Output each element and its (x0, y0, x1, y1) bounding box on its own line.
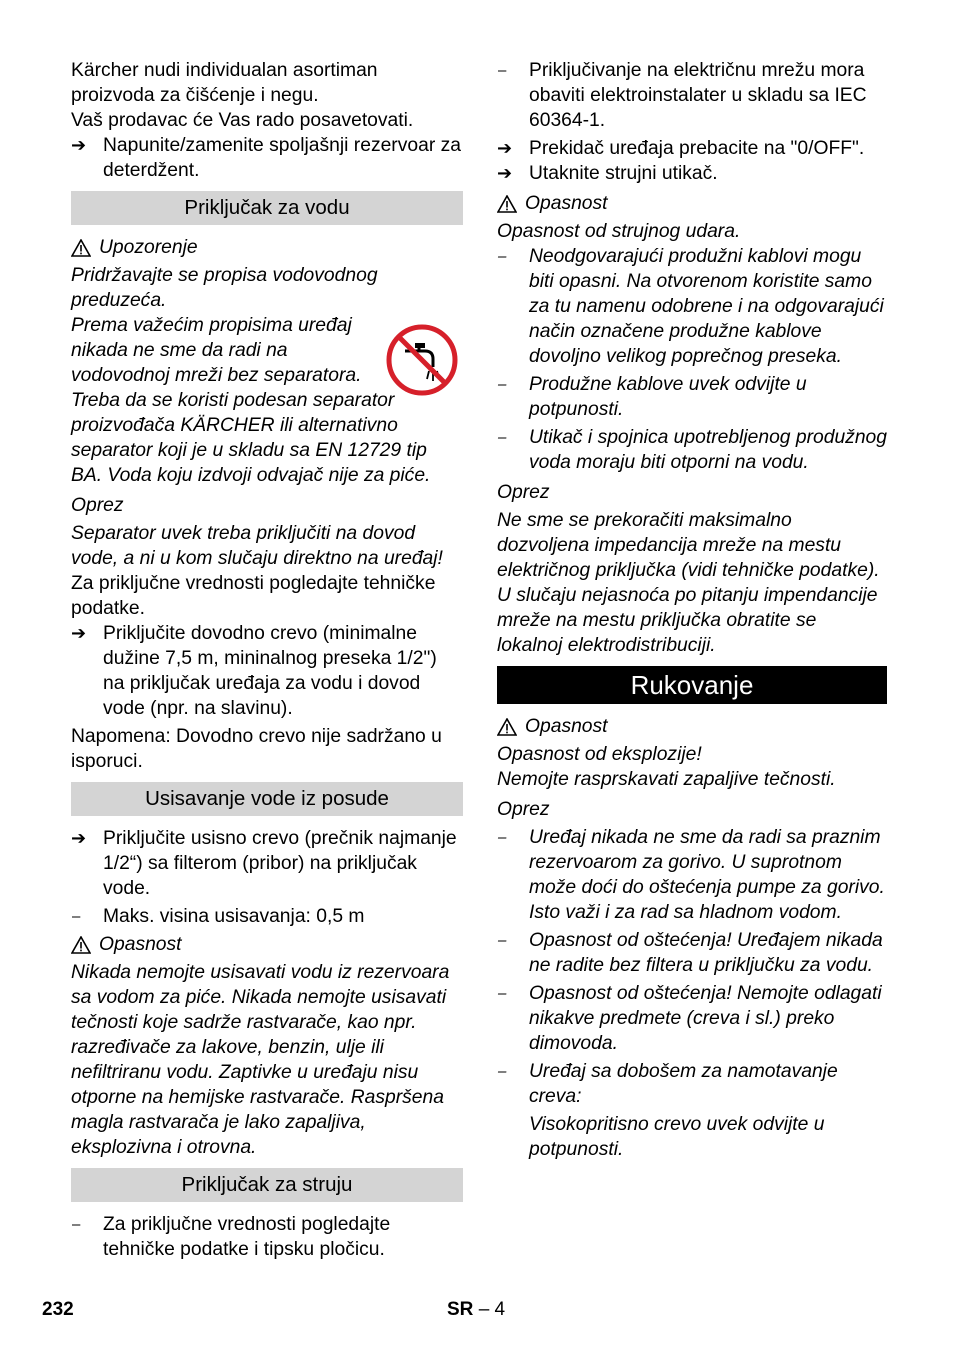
water-step-text: Priključite dovodno crevo (minimalne dužine 7,5 m, mininalnog preseka 1/2") na priključak uređaja za vodu i dovod vode (npr. na slavinu). (103, 623, 437, 719)
dash-mark: – (498, 248, 507, 265)
install-note-text: Priključivanje na električnu mrežu mora obaviti elektroinstalater u skladu sa IEC 60364-1. (529, 60, 867, 131)
danger-line-1: Opasnost od eksplozije! (497, 744, 702, 765)
danger-item-3 (497, 425, 887, 475)
caution-label: Oprez (497, 482, 550, 503)
warning-triangle-icon (497, 718, 517, 736)
warning-triangle-icon (497, 195, 517, 213)
suction-height (71, 904, 463, 929)
caution-item-text: Uređaj nikada ne sme da radi sa praznim rezervoarom za gorivo. U suprotnom može doći do oštećenja pumpe za gorivo. Isto važi i za rad sa hladnom vodom. (529, 827, 885, 923)
page-suffix: – 4 (478, 1299, 506, 1320)
section-title-water: Priključak za vodu (71, 191, 463, 225)
warning-text-1: Pridržavajte se propisa vodovodnog preduzeća. (71, 265, 378, 311)
caution-item-3 (497, 981, 887, 1056)
plug-step (497, 161, 887, 186)
suction-step-text: Priključite usisno crevo (prečnik najmanje 1/2“) sa filterom (pribor) na priključak vode. (103, 828, 457, 899)
danger-text: Nikada nemojte usisavati vodu iz rezervoara sa vodom za piće. Nikada nemojte usisavati tečnosti koje sadrže rastvarače, kao npr. razređivače za lakove, benzin, ulje ili nefiltriranu vodu. Zaptivke u uređaju nisu otporne na hemijske rastvarače. Raspršena magla rastvarača je lako zapaljiva, eksplozivna i otrovna. (71, 962, 450, 1158)
danger-item-text: Produžne kablove uvek odvijte u potpunosti. (529, 374, 807, 420)
danger-item-text: Neodgovarajući produžni kablovi mogu biti opasni. Na otvorenom koristite samo za tu namenu odobrene i na odgovarajući način označene produžne kablove dovoljno velikog poprečnog preseka. (529, 246, 884, 367)
power-values (71, 1212, 463, 1262)
caution-label: Oprez (71, 495, 124, 516)
plug-step-text: Utaknite strujni utikač. (529, 163, 718, 184)
caution-text: Ne sme se prekoračiti maksimalno dozvoljena impedancija mreže na mestu električnog priključka (vidi tehničke podatke). U slučaju nejasnoća po pitanju impendancije mreže na mestu priključka obratite se lokalnoj elektrodistribuciji. (497, 510, 880, 656)
section-title-operation: Rukovanje (497, 666, 887, 704)
caution-text: Separator uvek treba priključiti na dovod vode, a ni u kom slučaju direktno na uređaj! (71, 523, 443, 569)
page-number: 232 (42, 1299, 74, 1320)
warning-triangle-icon (71, 239, 91, 257)
caution-item-text: Opasnost od oštećenja! Uređajem nikada ne radite bez filtera u priključku za vodu. (529, 930, 883, 976)
danger-item-2 (497, 372, 887, 422)
suction-step (71, 826, 463, 901)
arrow-icon: ➔ (71, 828, 87, 848)
danger-item-1 (497, 244, 887, 369)
dash-mark: – (498, 829, 507, 846)
caution-sub-text: Visokopritisno crevo uvek odvijte u potpunosti. (529, 1114, 825, 1160)
caution-label-2: Oprez (497, 799, 550, 820)
arrow-icon: ➔ (71, 623, 87, 643)
warning-triangle-icon (71, 936, 91, 954)
intro-step (71, 133, 463, 183)
language-page-marker (447, 1297, 505, 1322)
intro-text-2: Vaš prodavac će Vas rado posavetovati. (71, 110, 414, 131)
dash-mark: – (498, 932, 507, 949)
section-title-suction: Usisavanje vode iz posude (71, 782, 463, 816)
danger-label: Opasnost (525, 716, 608, 737)
dash-mark: – (498, 985, 507, 1002)
dash-mark: – (72, 908, 81, 925)
hose-note: Napomena: Dovodno crevo nije sadržano u isporuci. (71, 726, 442, 772)
warning-label: Upozorenje (99, 237, 198, 258)
danger-line-2: Nemojte rasprskavati zapaljive tečnosti. (497, 769, 836, 790)
right-column (497, 58, 887, 1162)
power-values-text: Za priključne vrednosti pogledajte tehničke podatke i tipsku pločicu. (103, 1214, 391, 1260)
arrow-icon: ➔ (497, 138, 513, 158)
danger-heading-explosion (497, 714, 887, 739)
warning-text-2a: Prema važećim propisima uređaj nikada ne sme da radi na vodovodnoj mreži bez separatora. (71, 315, 362, 386)
caution-item-2 (497, 928, 887, 978)
caution-item-1 (497, 825, 887, 925)
connection-note: Za priključne vrednosti pogledajte tehničke podatke. (71, 573, 436, 619)
switch-step-text: Prekidač uređaja prebacite na "0/OFF". (529, 138, 865, 159)
suction-height-text: Maks. visina usisavanja: 0,5 m (103, 906, 365, 927)
arrow-icon: ➔ (71, 135, 87, 155)
language-code: SR (447, 1299, 474, 1320)
dash-mark: – (498, 62, 507, 79)
dash-mark: – (498, 429, 507, 446)
caution-item-text: Uređaj sa dobošem za namotavanje creva: (529, 1061, 838, 1107)
caution-item-4 (497, 1059, 887, 1109)
danger-label: Opasnost (99, 934, 182, 955)
no-tap-water-icon (385, 323, 459, 397)
intro-step-text: Napunite/zamenite spoljašnji rezervoar za deterdžent. (103, 135, 461, 181)
warning-heading (71, 235, 463, 260)
section-title-power: Priključak za struju (71, 1168, 463, 1202)
warning-text-2b: Treba da se koristi podesan separator proizvođača KÄRCHER ili alternativno separator koji je u skladu sa EN 12729 tip BA. Voda koju izdvoji odvajač nije za piće. (71, 390, 431, 486)
danger-heading-electric (497, 191, 887, 216)
danger-item-text: Utikač i spojnica upotrebljenog produžnog voda moraju biti otporni na vodu. (529, 427, 888, 473)
arrow-icon: ➔ (497, 163, 513, 183)
intro-text-1: Kärcher nudi individualan asortiman proizvoda za čišćenje i negu. (71, 60, 378, 106)
caution-item-text: Opasnost od oštećenja! Nemojte odlagati nikakve predmete (creva i sl.) preko dimovoda. (529, 983, 882, 1054)
danger-heading (71, 932, 463, 957)
dash-mark: – (498, 1063, 507, 1080)
water-step (71, 621, 463, 721)
dash-mark: – (72, 1216, 81, 1233)
switch-step (497, 136, 887, 161)
danger-label: Opasnost (525, 193, 608, 214)
left-column (71, 58, 463, 1262)
install-note (497, 58, 887, 133)
dash-mark: – (498, 376, 507, 393)
danger-text: Opasnost od strujnog udara. (497, 221, 741, 242)
